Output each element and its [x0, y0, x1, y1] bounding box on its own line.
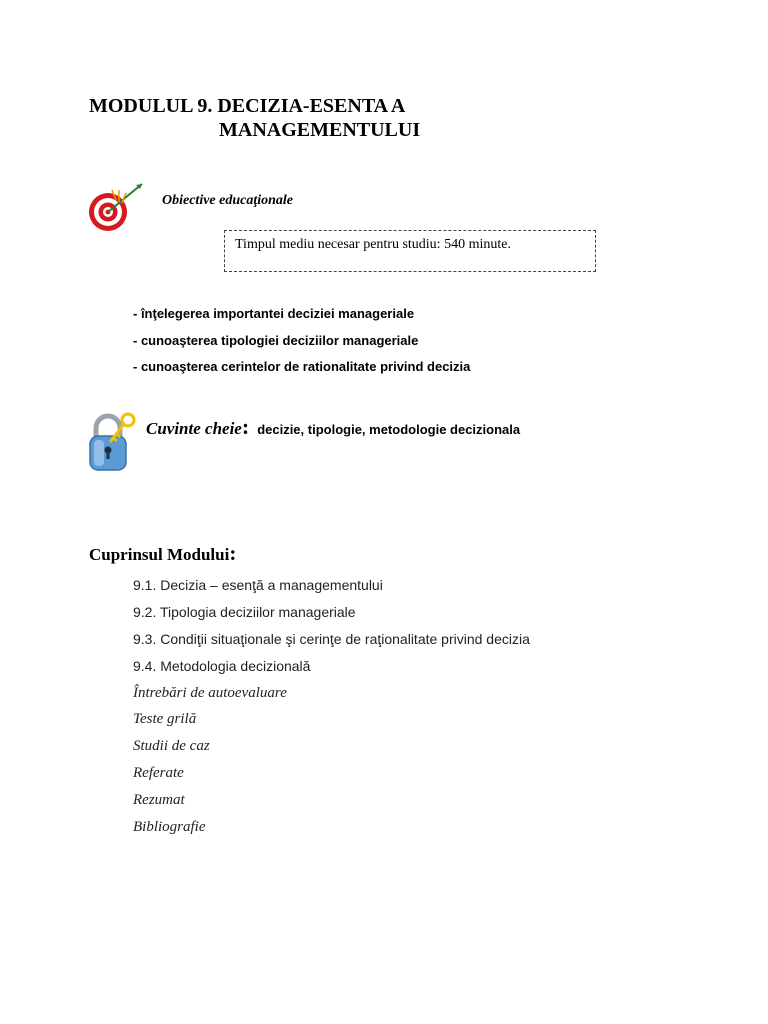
study-time-text: Timpul mediu necesar pentru studiu: 540 minute.: [235, 237, 511, 252]
contents-item: Studii de caz: [133, 738, 210, 755]
contents-item: 9.2. Tipologia deciziilor manageriale: [133, 603, 356, 620]
contents-item: Referate: [133, 765, 184, 782]
padlock-key-icon: [86, 408, 136, 474]
contents-item: Rezumat: [133, 792, 185, 809]
target-icon: [86, 178, 148, 236]
objective-item: - cunoaşterea tipologiei deciziilor manageriale: [133, 332, 419, 348]
module-title-line2: MANAGEMENTULUI: [219, 119, 421, 141]
study-time-note: [224, 230, 596, 272]
keywords-colon: :: [241, 414, 250, 439]
contents-heading: [89, 541, 236, 566]
contents-heading-colon: :: [229, 541, 237, 565]
contents-item: 9.3. Condiţii situaţionale şi cerinţe de raţionalitate privind decizia: [133, 630, 530, 647]
contents-item: 9.4. Metodologia decizională: [133, 657, 311, 674]
contents-item: 9.1. Decizia – esenţă a managementului: [133, 577, 383, 593]
contents-item: Întrebări de autoevaluare: [133, 684, 287, 701]
contents-list: [133, 575, 530, 844]
keywords-values: decizie, tipologie, metodologie decizionala: [257, 422, 521, 437]
contents-item: Teste grilă: [133, 711, 197, 728]
contents-heading-text: Cuprinsul Modului: [89, 545, 230, 564]
keywords-label: Cuvinte cheie: [146, 419, 242, 438]
keywords-line: [146, 414, 520, 440]
contents-item: Bibliografie: [133, 819, 206, 836]
module-title-line1: MODULUL 9. DECIZIA-ESENTA A: [89, 95, 406, 117]
objective-item: - înţelegerea importantei deciziei manageriale: [133, 306, 415, 321]
objectives-heading: Obiective educaţionale: [162, 193, 294, 208]
objective-item: - cunoaşterea cerintelor de rationalitate privind decizia: [133, 359, 471, 374]
objectives-list: [133, 304, 470, 384]
